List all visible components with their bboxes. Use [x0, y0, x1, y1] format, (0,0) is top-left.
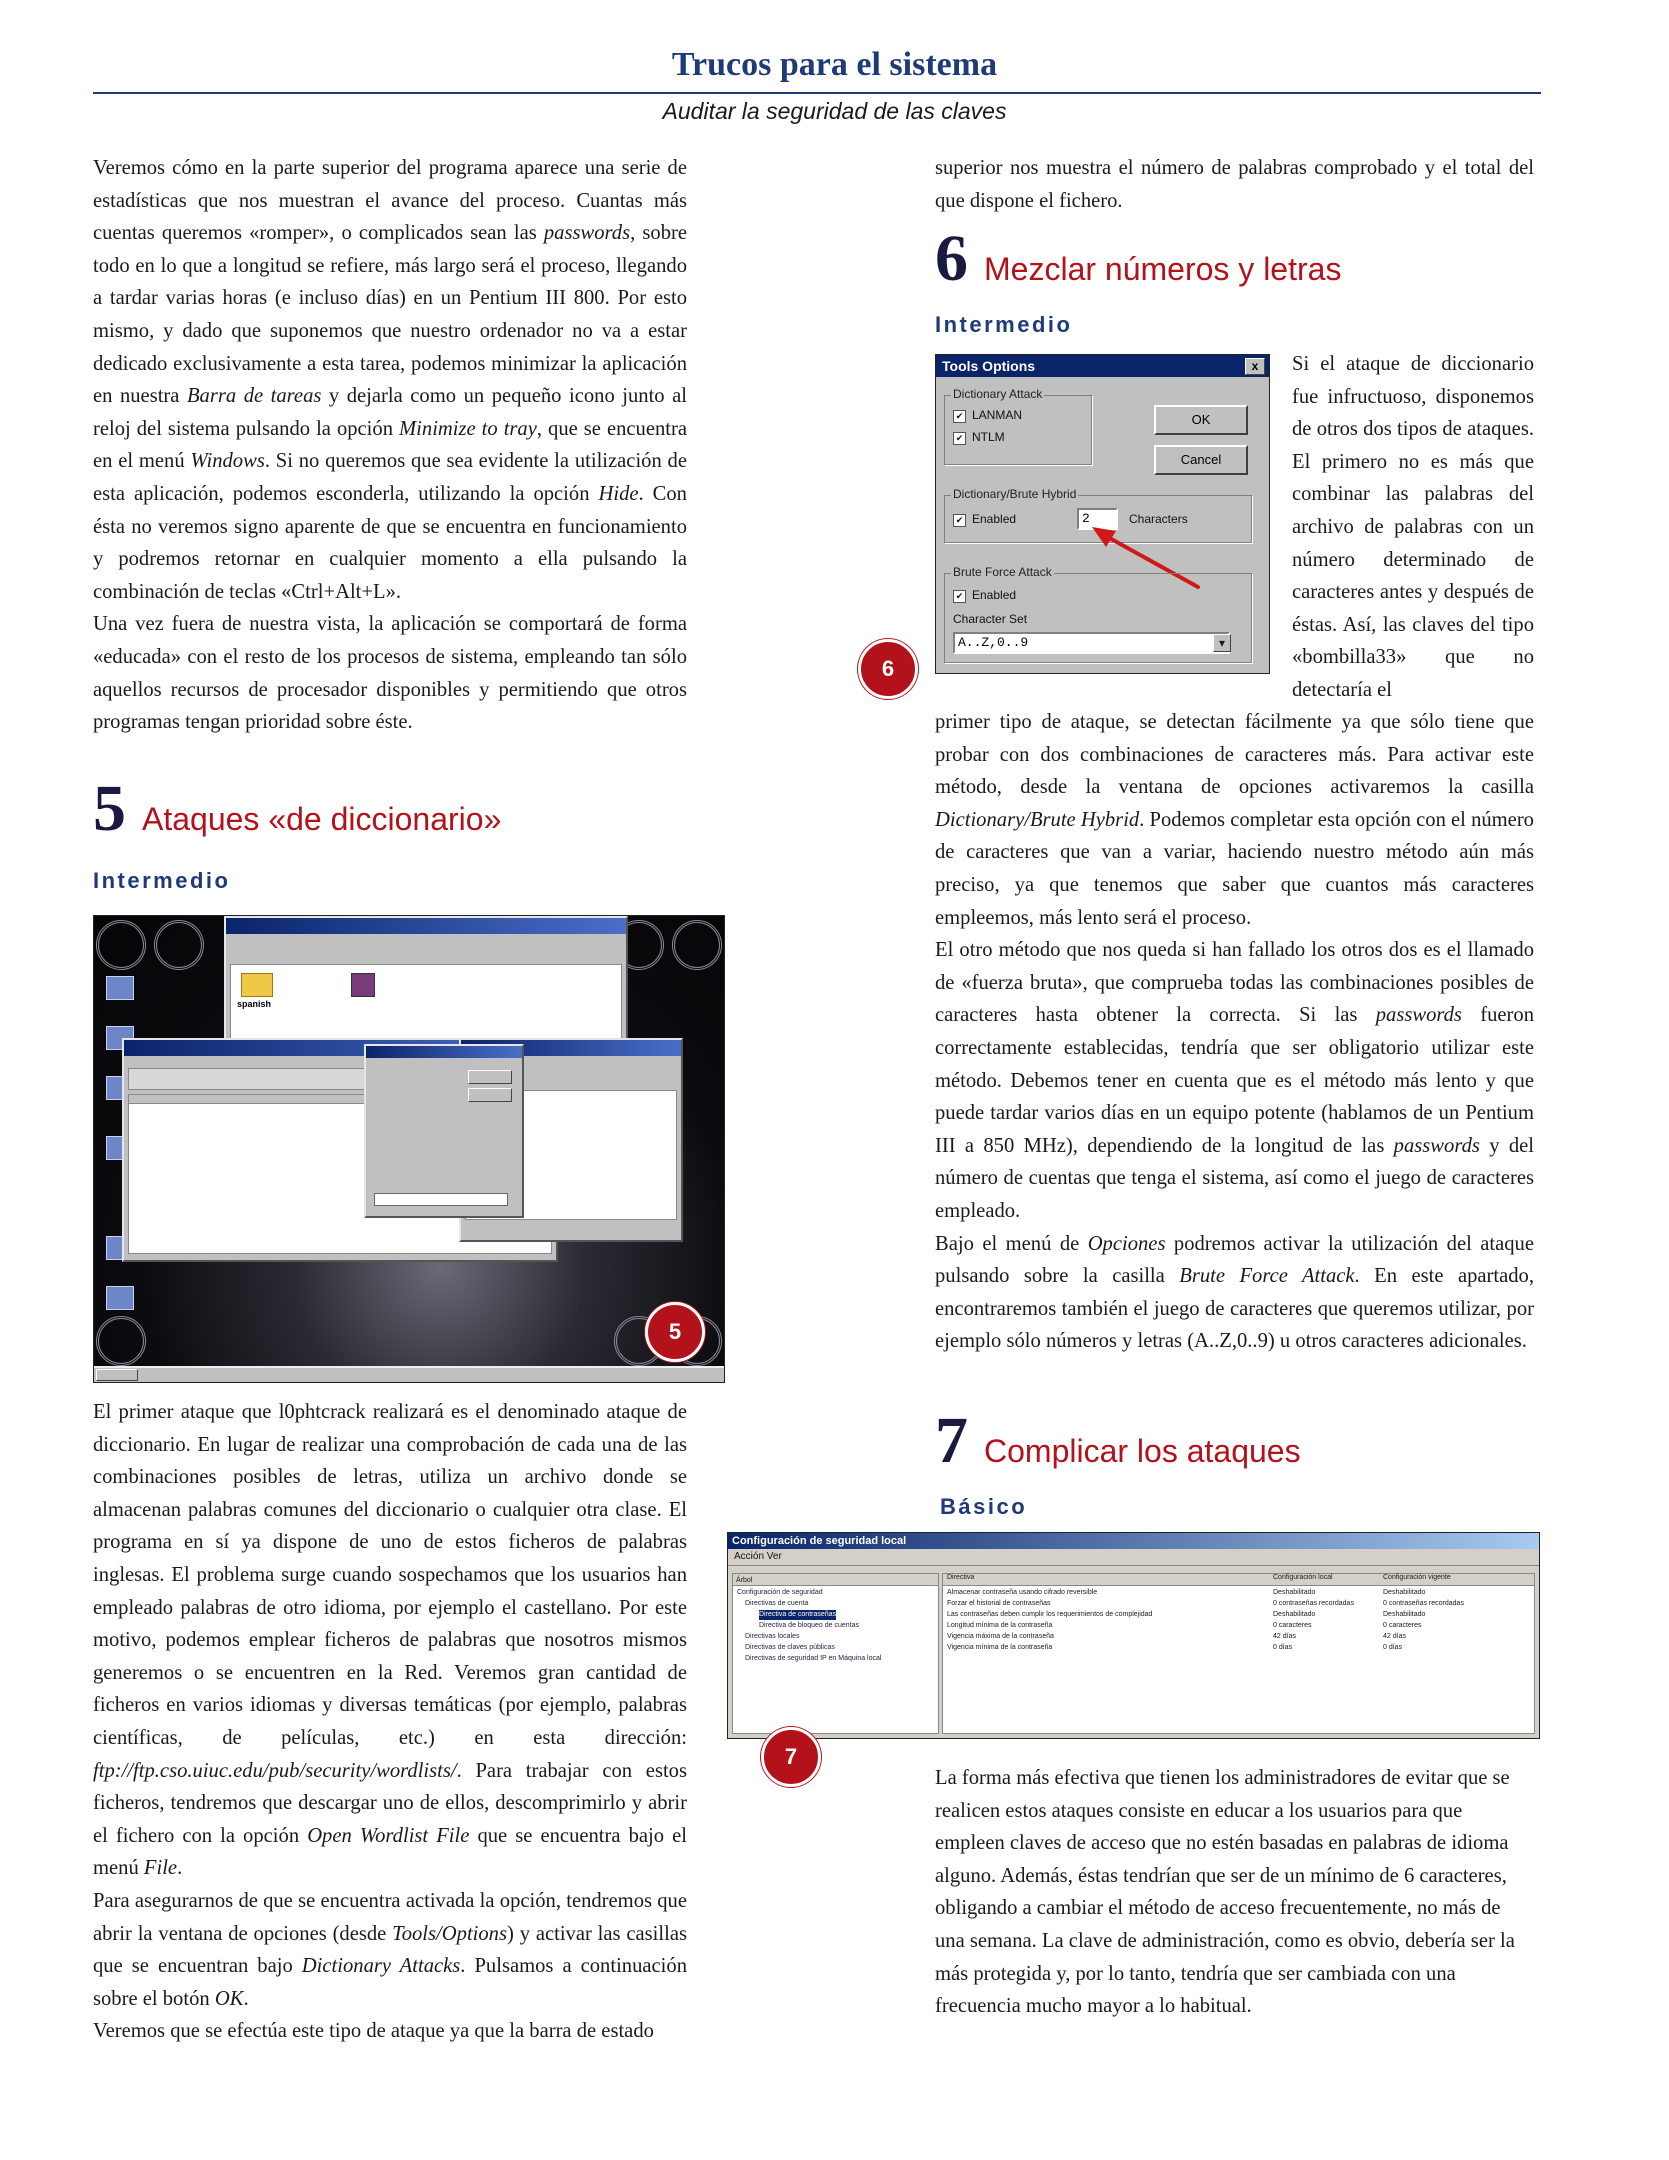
- small-ok-button[interactable]: [468, 1070, 512, 1084]
- brute-force-group: [944, 565, 1252, 663]
- left-intro-text: [93, 152, 687, 739]
- character-set-select[interactable]: A..Z,0..9: [953, 632, 1230, 654]
- section-header-subtitle: Auditar la seguridad de las claves: [662, 98, 1007, 124]
- close-icon[interactable]: x: [1245, 358, 1265, 375]
- policy-titlebar[interactable]: Configuración de seguridad local: [728, 1533, 1539, 1549]
- section-6-heading: [935, 222, 1342, 295]
- brute-force-label: Brute Force Attack: [953, 565, 1052, 579]
- table-row[interactable]: Las contraseñas deben cumplir los requerimientos de complejidad Deshabilitado Deshabilitado: [947, 1611, 1426, 1618]
- hybrid-enabled-checkbox[interactable]: ✔ Enabled: [953, 512, 1016, 527]
- section-5-heading: [93, 772, 502, 845]
- small-options-dialog: [364, 1044, 524, 1218]
- policy-window: [728, 1533, 1539, 1738]
- screenshot-tools-options: [935, 354, 1270, 674]
- header-rule: [93, 92, 1541, 94]
- decor-ring: [154, 920, 204, 970]
- section-7-number: 7: [935, 1404, 968, 1477]
- s6-paragraph-2: El otro método que nos queda si han fallado los otros dos es el llamado de «fuerza bruta», que comprueba todas las combinaciones posibles de caracteres hasta obtener la correcta. Si las passwords fueron correctamente establecidas, tendría que ser obligatorio utilizar este método. Debemos tener en cuenta que es el método más lento y que puede tardar varios días en un equipo potente (hablamos de un Pentium III a 850 MHz), dependiendo de la longitud de las passwords y del número de cuentas que tenga el sistema, así como el juego de caracteres empleado.: [935, 939, 1534, 1222]
- tree-item[interactable]: Directivas locales: [745, 1633, 800, 1640]
- character-set-label: Character Set: [953, 612, 1028, 626]
- screenshot-security-policy: [727, 1532, 1540, 1739]
- column-header[interactable]: Directiva: [947, 1574, 975, 1581]
- hybrid-label: Dictionary/Brute Hybrid: [953, 487, 1077, 501]
- cancel-button[interactable]: Cancel: [1154, 445, 1248, 475]
- table-row[interactable]: Vigencia mínima de la contraseña 0 días 0 días: [947, 1644, 1403, 1651]
- installer-icon[interactable]: [351, 973, 375, 997]
- tree-item[interactable]: Directiva de bloqueo de cuentas: [759, 1622, 860, 1629]
- folder-label: spanish: [237, 999, 272, 1009]
- policy-list-header: [943, 1574, 1534, 1586]
- intro-paragraph-2: Una vez fuera de nuestra vista, la aplicación se comportará de forma «educada» con el resto de los procesos de sistema, empleando tan sólo aquellos recursos de procesador disponibles y permitiendo que otros programas tengan prioridad sobre éste.: [93, 613, 687, 734]
- section-5-level: Intermedio: [93, 868, 231, 893]
- section-7-title: Complicar los ataques: [984, 1433, 1301, 1469]
- chevron-down-icon[interactable]: ▾: [1213, 634, 1231, 652]
- section-6-number: 6: [935, 222, 968, 295]
- section-5-text: [93, 1396, 687, 2048]
- start-button[interactable]: [96, 1369, 138, 1381]
- column-header[interactable]: Configuración local: [1273, 1574, 1333, 1581]
- section-7-level: Básico: [940, 1494, 1028, 1519]
- tree-item[interactable]: Directivas de seguridad IP en Máquina local: [745, 1655, 882, 1662]
- s6-paragraph-3: Bajo el menú de Opciones podremos activar la utilización del ataque pulsando sobre la casilla Brute Force Attack. En este apartado, encontraremos también el juego de caracteres que queremos utilizar, por ejemplo sólo números y letras (A..Z,0..9) u otros caracteres adicionales.: [935, 1232, 1534, 1353]
- decor-ring: [96, 920, 146, 970]
- s6-paragraph-1: primer tipo de ataque, se detectan fácilmente ya que sólo tiene que probar con dos combinaciones de caracteres más. Para activar este método, desde la ventana de opciones activaremos la casilla Dictionary/Brute Hybrid. Podemos completar esta opción con el número de caracteres que van a variar, haciendo nuestro método aún más preciso, ya que tenemos que saber que cuantos más caracteres empleemos, más lento será el proceso.: [935, 711, 1534, 929]
- small-cancel-button[interactable]: [468, 1088, 512, 1102]
- section-6-title: Mezclar números y letras: [984, 251, 1342, 287]
- desktop-icon[interactable]: [106, 976, 134, 1000]
- tree-item[interactable]: Directivas de cuenta: [745, 1600, 809, 1607]
- decor-ring: [96, 1316, 146, 1366]
- tree-header: Árbol: [733, 1574, 938, 1586]
- section-6-wrap-text: Si el ataque de diccionario fue infructuoso, disponemos de otros dos tipos de ataques. El primero no es más que combinar las palabras del archivo de palabras con un número determinado de caracteres antes y después de éstas. Así, las claves del tipo «bombilla33» que no detectaría el: [1292, 353, 1534, 701]
- figure-badge-5: 5: [645, 1302, 705, 1362]
- s5-paragraph-1: El primer ataque que l0phtcrack realizará es el denominado ataque de diccionario. En lugar de realizar una comprobación de cada una de las combinaciones posibles de letras, utiliza un archivo donde se almacenan palabras comunes del diccionario o cualquier otra clase. El programa en sí ya dispone de uno de estos ficheros de palabras inglesas. El problema surge cuando sospechamos que los usuarios han empleado palabras de otro idioma, por ejemplo el castellano. Por este motivo, podemos emplear ficheros de palabras que nosotros mismos generemos o se encuentren en la Red. Veremos gran cantidad de ficheros en varios idiomas y diversas temáticas (por ejemplo, palabras científicas, de películas, etc.) en esta dirección: ftp://ftp.cso.uiuc.edu/pub/security/wordlists/. Para trabajar con estos ficheros, tendremos que descargar uno de ellos, descomprimirlo y abrir el fichero con la opción Open Wordlist File que se encuentra bajo el menú File.: [93, 1401, 687, 1880]
- ntlm-checkbox[interactable]: ✔ NTLM: [953, 430, 1005, 445]
- dictionary-attack-label: Dictionary Attack: [953, 387, 1043, 401]
- lanman-checkbox[interactable]: ✔ LANMAN: [953, 408, 1022, 423]
- tree-item[interactable]: Directiva de contraseñas: [759, 1611, 837, 1618]
- hybrid-characters-input[interactable]: 2: [1077, 508, 1118, 530]
- small-charset-field[interactable]: [374, 1193, 508, 1206]
- explorer-titlebar[interactable]: [226, 918, 626, 934]
- policy-menubar[interactable]: Acción Ver: [728, 1549, 1539, 1566]
- taskbar: [94, 1366, 724, 1382]
- wordlist-url: ftp://ftp.cso.uiuc.edu/pub/security/wordlists/: [93, 1759, 457, 1782]
- section-5-title: Ataques «de diccionario»: [142, 801, 502, 837]
- table-row[interactable]: Vigencia máxima de la contraseña 42 días 42 días: [947, 1633, 1406, 1640]
- table-row[interactable]: Forzar el historial de contraseñas 0 contraseñas recordadas 0 contraseñas recordadas: [947, 1600, 1464, 1607]
- section-6-level: Intermedio: [935, 312, 1073, 337]
- section-7-text: La forma más efectiva que tienen los administradores de evitar que se realicen estos ataques consiste en educar a los usuarios para que empleen claves de acceso que no estén basadas en palabras de idioma alguno. Además, éstas tendrían que ser de un mínimo de 6 caracteres, obligando a cambiar el método de acceso frecuentemente, no más de una semana. La clave de administración, como es obvio, debería ser la más protegida y, por lo tanto, tendría que ser cambiada con una frecuencia mucho mayor a lo habitual.: [935, 1767, 1515, 2018]
- s5-paragraph-3: Veremos que se efectúa este tipo de ataque ya que la barra de estado: [93, 2020, 654, 2043]
- screenshot-l0phtcrack-desktop: [93, 915, 725, 1383]
- intro-paragraph: Veremos cómo en la parte superior del programa aparece una serie de estadísticas que nos muestran el avance del proceso. Cuantas más cuentas queremos «romper», o complicados sean las passwords, sobre todo en lo que a longitud se refiere, más largo será el proceso, llegando a tardar varias horas (e incluso días) en un Pentium III 800. Por esto mismo, y dado que suponemos que nuestro ordenador no va a estar dedicado exclusivamente a esta tarea, podemos minimizar la aplicación en nuestra Barra de tareas y dejarla como un pequeño icono junto al reloj del sistema pulsando la opción Minimize to tray, que se encuentra en el menú Windows. Si no queremos que sea evidente la utilización de esta aplicación, podemos esconderla, utilizando la opción Hide. Con ésta no veremos signo aparente de que se encuentra en funcionamiento y podremos retornar en cualquier momento a ella pulsando la combinación de teclas «Ctrl+Alt+L».: [93, 157, 687, 603]
- folder-icon[interactable]: [241, 973, 273, 997]
- section-6-text: [935, 706, 1534, 1358]
- s5-paragraph-2: Para asegurarnos de que se encuentra activada la opción, tendremos que abrir la ventana de opciones (desde Tools/Options) y activar las casillas que se encuentran bajo Dictionary Attacks. Pulsamos a continuación sobre el botón OK.: [93, 1889, 687, 2010]
- column-header[interactable]: Configuración vigente: [1383, 1574, 1451, 1581]
- decor-ring: [672, 920, 722, 970]
- desktop-icon[interactable]: [106, 1286, 134, 1310]
- table-row[interactable]: Longitud mínima de la contraseña 0 caracteres 0 caracteres: [947, 1622, 1422, 1629]
- small-options-titlebar[interactable]: [366, 1046, 522, 1058]
- figure-badge-6: 6: [858, 639, 918, 699]
- right-continuation-text: superior nos muestra el número de palabras comprobado y el total del que dispone el fichero.: [935, 157, 1534, 212]
- tools-options-dialog: [936, 355, 1269, 673]
- policy-list: [942, 1573, 1535, 1734]
- figure-badge-7: 7: [761, 1727, 821, 1787]
- tree-item[interactable]: Directivas de claves públicas: [745, 1644, 835, 1651]
- hybrid-characters-label: Characters: [1129, 512, 1188, 526]
- policy-tree: [732, 1573, 939, 1734]
- ok-button[interactable]: OK: [1154, 405, 1248, 435]
- brute-enabled-checkbox[interactable]: ✔ Enabled: [953, 588, 1016, 603]
- section-7-heading: [935, 1404, 1301, 1477]
- tree-item[interactable]: Configuración de seguridad: [737, 1589, 823, 1596]
- table-row[interactable]: Almacenar contraseña usando cifrado reversible Deshabilitado Deshabilitado: [947, 1589, 1426, 1596]
- section-header-title: Trucos para el sistema: [671, 46, 998, 83]
- section-5-number: 5: [93, 772, 126, 845]
- tools-options-title: Tools Options: [942, 358, 1036, 374]
